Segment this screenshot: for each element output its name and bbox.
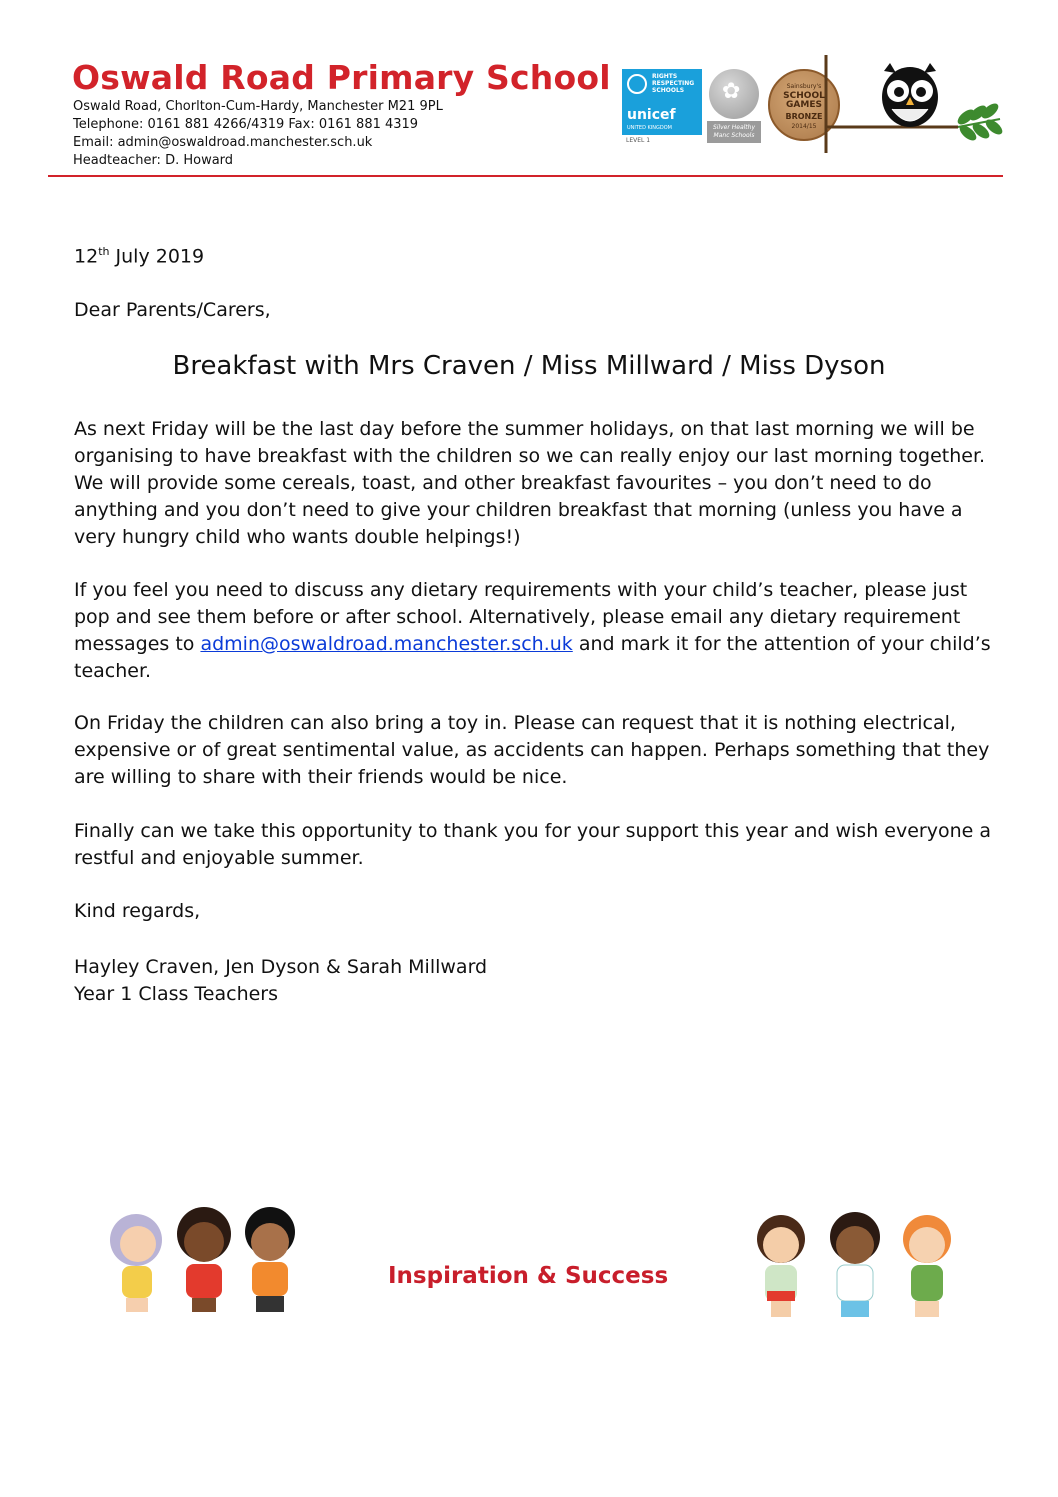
child-icon [830, 1212, 880, 1317]
headteacher: Headteacher: D. Howard [73, 153, 234, 168]
child-icon [110, 1214, 162, 1312]
paragraph-toy: On Friday the children can also bring a toy in. Please can request that it is nothing electrical, expensive or of great sentimental value, as accidents can happen. Perhaps something that they are willing to share with their friends would be nice. [74, 712, 990, 788]
school-email: Email: admin@oswaldroad.manchester.sch.uk [73, 135, 373, 150]
paragraph-dietary: If you feel you need to discuss any dietary requirements with your child’s teacher, please just pop and see them before or after school. Alternatively, please email any dietary requirement messages to admin@oswaldroad.manchester.sch.uk and mark it for the attention of your child’s teacher. [74, 579, 991, 682]
unicef-country: UNITED KINGDOM [627, 125, 672, 131]
teacher-names: Hayley Craven, Jen Dyson & Sarah Millward [74, 956, 488, 978]
unicef-wordmark: unicef [627, 107, 676, 123]
unicef-rights-respecting-logo [622, 69, 702, 135]
paragraph-breakfast: As next Friday will be the last day before the summer holidays, on that last morning we will be organising to have breakfast with the children so we can really enjoy our last morning together. We will provide some cereals, toast, and other breakfast favourites – you don’t need to do anything and you don’t need to give your children breakfast that morning (unless you have a very hungry child who wants double helpings!) [74, 418, 986, 548]
healthy-schools-silver-logo: ✿ Silver Healthy Manc Schools [707, 69, 761, 145]
child-icon [245, 1207, 295, 1312]
rrs-text: RIGHTS RESPECTING SCHOOLS [652, 73, 695, 94]
school-telephone: Telephone: 0161 881 4266/4319 Fax: 0161 881 4319 [73, 117, 419, 132]
teacher-role: Year 1 Class Teachers [74, 983, 279, 1005]
unicef-level: LEVEL 1 [626, 137, 651, 144]
leaf-icon [955, 101, 1003, 144]
owl-icon [826, 55, 958, 153]
header-divider [48, 175, 1003, 177]
letter-title: Breakfast with Mrs Craven / Miss Millward / Miss Dyson [172, 351, 886, 381]
school-games-bronze-badge: Sainsbury's SCHOOL GAMES BRONZE 2014/15 [768, 69, 840, 141]
salutation: Dear Parents/Carers, [74, 299, 271, 321]
signature-block [74, 954, 487, 1008]
closing: Kind regards, [74, 900, 201, 922]
child-icon [757, 1215, 805, 1317]
owl-branch-logo [818, 55, 1003, 155]
school-address: Oswald Road, Chorlton-Cum-Hardy, Manchester M21 9PL [73, 99, 443, 114]
school-contact-block [73, 98, 443, 170]
admin-email-link[interactable]: admin@oswaldroad.manchester.sch.uk [200, 633, 573, 655]
paragraph-thanks: Finally can we take this opportunity to thank you for your support this year and wish everyone a restful and enjoyable summer. [74, 820, 992, 869]
child-icon [903, 1215, 951, 1317]
children-illustration-left [98, 1200, 313, 1320]
school-tagline: Inspiration & Success [388, 1263, 669, 1289]
unicef-globe-icon [627, 74, 647, 94]
healthy-schools-icon: ✿ [709, 69, 759, 119]
letter-date: 12th July 2019 [74, 245, 205, 268]
school-name: Oswald Road Primary School [72, 58, 611, 97]
child-icon [177, 1207, 231, 1312]
children-illustration-right [745, 1203, 965, 1325]
